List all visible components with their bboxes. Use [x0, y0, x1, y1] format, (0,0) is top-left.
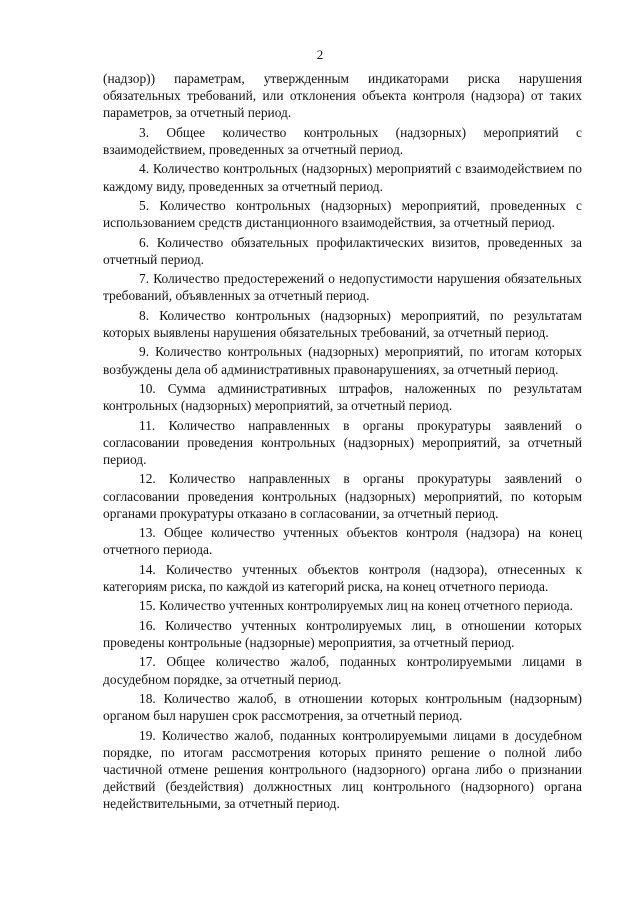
paragraph-item-9: 9. Количество контрольных (надзорных) мероприятий, по итогам которых возбуждены дела об административных правонарушениях, за отчетный период.	[103, 344, 582, 377]
paragraph-item-15: 15. Количество учтенных контролируемых лиц на конец отчетного периода.	[139, 598, 573, 614]
paragraph-item-4: 4. Количество контрольных (надзорных) мероприятий с взаимодействием по каждому виду, проведенных за отчетный период.	[103, 161, 582, 194]
paragraph-item-16: 16. Количество учтенных контролируемых лиц, в отношении которых проведены контрольные (надзорные) мероприятия, за отчетный период.	[103, 617, 582, 650]
paragraph-item-12: 12. Количество направленных в органы прокуратуры заявлений о согласовании проведения контрольных (надзорных) мероприятий, по которым органами прокуратуры отказано в согласовании, за отчетный период.	[103, 471, 582, 521]
paragraph-continuation: (надзор)) параметрам, утвержденным индикаторами риска нарушения обязательных требований, или отклонения объекта контроля (надзора) от таких параметров, за отчетный период.	[103, 71, 582, 121]
paragraph-item-3: 3. Общее количество контрольных (надзорных) мероприятий с взаимодействием, проведенных за отчетный период.	[103, 124, 582, 157]
paragraph-item-6: 6. Количество обязательных профилактических визитов, проведенных за отчетный период.	[103, 234, 582, 267]
paragraph-item-8: 8. Количество контрольных (надзорных) мероприятий, по результатам которых выявлены нарушения обязательных требований, за отчетный период.	[103, 307, 582, 340]
paragraph-item-14: 14. Количество учтенных объектов контроля (надзора), отнесенных к категориям риска, по каждой из категорий риска, на конец отчетного периода.	[103, 561, 582, 594]
paragraph-item-19: 19. Количество жалоб, поданных контролируемыми лицами в досудебном порядке, по итогам рассмотрения которых принято решение о полной либо частичной отмене решения контрольного (надзорного) органа либо о признании действий (бездействия) должностных лиц контрольного (надзорного) органа недействительными, за отчетный период.	[103, 727, 582, 812]
page-number: 2	[316, 47, 324, 62]
paragraph-item-17: 17. Общее количество жалоб, поданных контролируемыми лицами в досудебном порядке, за отчетный период.	[103, 654, 582, 687]
paragraph-item-7: 7. Количество предостережений о недопустимости нарушения обязательных требований, объявленных за отчетный период.	[103, 271, 582, 304]
paragraph-item-11: 11. Количество направленных в органы прокуратуры заявлений о согласовании проведения контрольных (надзорных) мероприятий, за отчетный период.	[103, 417, 582, 467]
paragraph-item-13: 13. Общее количество учтенных объектов контроля (надзора) на конец отчетного периода.	[103, 525, 582, 558]
document-body	[103, 70, 582, 815]
paragraph-item-5: 5. Количество контрольных (надзорных) мероприятий, проведенных с использованием средств дистанционного взаимодействия, за отчетный период.	[103, 197, 582, 231]
paragraph-item-18: 18. Количество жалоб, в отношении которых контрольным (надзорным) органом был нарушен срок рассмотрения, за отчетный период.	[103, 690, 582, 724]
paragraph-item-10: 10. Сумма административных штрафов, наложенных по результатам контрольных (надзорных) мероприятий, за отчетный период.	[103, 380, 582, 414]
